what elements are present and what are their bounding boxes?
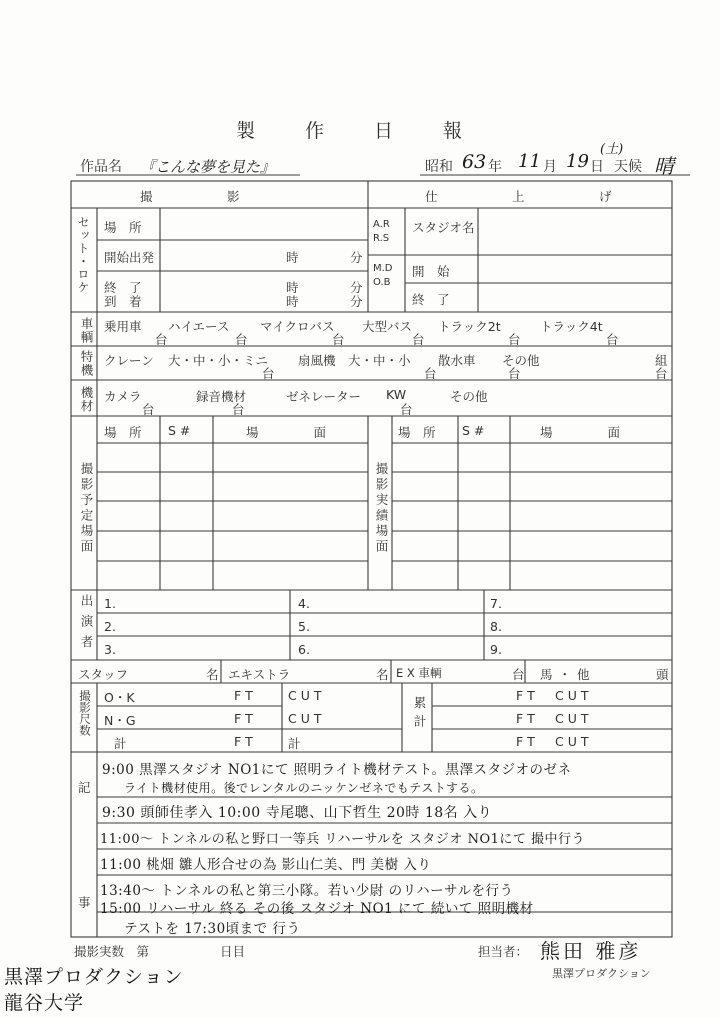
arrive-label: 到 着 xyxy=(104,294,142,309)
cast-4: 4. xyxy=(298,596,310,611)
vehicle-unit-1: 台 xyxy=(155,332,168,347)
planned-scene-label: 撮影予定場面 xyxy=(79,462,94,555)
fan-label: 扇風機 xyxy=(298,353,336,368)
start-label: 開 始 xyxy=(412,264,450,279)
sound-unit: 台 xyxy=(232,402,245,417)
head-unit: 頭 xyxy=(656,667,669,682)
ng-ft: F T xyxy=(234,711,253,726)
vehicle-hiace: ハイエース xyxy=(168,319,230,334)
note-line-2: ライト機材使用。後でレンタルのニッケンゼネでもテストする。 xyxy=(124,781,484,795)
footer-institution: 龍谷大学 xyxy=(4,992,85,1014)
note-line-6: 13:40〜 トンネルの私と第三小隊。若い少尉 のリハーサルを行う xyxy=(100,883,514,899)
note-line-5: 11:00 桃畑 雛人形合せの為 影山仁美、門 美樹 入り xyxy=(100,857,432,873)
weather-label: 天候 xyxy=(614,159,642,175)
end-minute: 分 xyxy=(350,280,363,295)
set-loc-label: セット・ロケ xyxy=(76,216,90,294)
film-ok-label: O・K xyxy=(104,690,135,705)
end-hour: 時 xyxy=(286,280,299,295)
ok-ft: F T xyxy=(234,688,253,703)
cum-total-ft: F T xyxy=(516,734,535,749)
mdob-label: M.D O.B xyxy=(373,263,393,288)
cast-7: 7. xyxy=(490,596,502,611)
month-unit: 月 xyxy=(543,159,557,175)
person-label: 担当者： xyxy=(478,944,529,959)
vehicle-truck4: トラック4t xyxy=(540,319,603,334)
cast-label: 出演者 xyxy=(79,594,94,656)
equip-kw: KW xyxy=(386,387,407,402)
sprinkler-label: 散水車 xyxy=(438,353,476,368)
other-unit: 台 xyxy=(655,366,668,381)
cum-ng-cut: C U T xyxy=(555,711,589,726)
ng-cut: C U T xyxy=(288,711,322,726)
month-value: 11 xyxy=(518,151,541,172)
equip-sound: 録音機材 xyxy=(196,389,247,404)
cum-ok-cut: C U T xyxy=(555,688,589,703)
crane-label: クレーン xyxy=(104,353,154,368)
footer-owner: 黒澤プロダクション xyxy=(4,966,184,988)
total-ft: F T xyxy=(234,734,253,749)
work-label: 作品名 xyxy=(80,159,122,175)
work-title: 『こんな夢を見た』 xyxy=(140,158,276,176)
vehicle-unit-3: 台 xyxy=(332,332,345,347)
actual-sno-col: S # xyxy=(462,423,485,438)
kw-unit: 台 xyxy=(400,402,413,417)
actual-scene-col: 場 面 xyxy=(540,425,622,440)
finish-label: 終 了 xyxy=(412,292,450,307)
staff-unit: 名 xyxy=(206,667,219,682)
extra-label: エキストラ xyxy=(228,667,291,682)
arrive-hour: 時 xyxy=(286,294,299,309)
studio-label: スタジオ名 xyxy=(412,220,475,235)
vehicle-unit-5: 台 xyxy=(508,332,521,347)
special-other-label: その他 xyxy=(502,353,540,368)
extra-unit: 名 xyxy=(376,667,389,682)
finishing-heading: 仕 上 げ xyxy=(425,189,614,204)
crane-unit: 台 xyxy=(262,366,275,381)
cum-ok-ft: F T xyxy=(516,688,535,703)
cast-2: 2. xyxy=(104,619,116,634)
film-total-label: 計 xyxy=(114,736,127,751)
planned-place-col: 場 所 xyxy=(104,425,142,440)
weekday-value: (土) xyxy=(600,142,624,157)
crane-size: 大・中・小・ミニ xyxy=(168,353,269,368)
note-line-7: 15:00 リハーサル 終る その後 スタジオ NO1 にて 続いて 照明機材 xyxy=(100,901,534,917)
fan-unit: 台 xyxy=(424,366,437,381)
person-name: 熊田 雅彦 xyxy=(540,939,642,963)
dep-hour: 時 xyxy=(286,250,299,265)
actual-scene-label: 撮影実績場面 xyxy=(374,462,389,555)
company-name: 黒澤プロダクション xyxy=(552,967,651,980)
actual-place-col: 場 所 xyxy=(398,425,436,440)
sprinkler-unit: 台 xyxy=(508,366,521,381)
vehicle-microbus: マイクロバス xyxy=(260,319,335,334)
shooting-heading: 撮 影 xyxy=(140,189,242,204)
year-value: 63 xyxy=(462,151,487,173)
end-label: 終 了 xyxy=(104,280,142,295)
day-unit: 日 xyxy=(590,159,604,175)
vehicle-unit-2: 台 xyxy=(235,332,248,347)
days-label: 撮影実数 第 xyxy=(74,944,150,959)
days-unit: 日目 xyxy=(220,944,246,959)
cum-ng-ft: F T xyxy=(516,711,535,726)
note-line-3: 9:30 頭師佳孝入 10:00 寺尾聰、山下哲生 20時 18名 入り xyxy=(102,805,493,821)
vehicle-car: 乗用車 xyxy=(104,319,142,334)
note-line-8: テストを 17:30頃まで 行う xyxy=(124,921,301,937)
ex-vehicle-label: E X 車輌 xyxy=(396,666,442,680)
dep-minute: 分 xyxy=(350,250,363,265)
cumulative-label: 累計 xyxy=(412,696,427,733)
planned-scene-col: 場 面 xyxy=(246,425,328,440)
equipment-label: 機材 xyxy=(79,386,94,413)
planned-sno-col: S # xyxy=(168,423,191,438)
notes-label-2: 事 xyxy=(78,895,91,910)
camera-unit: 台 xyxy=(142,402,155,417)
cast-6: 6. xyxy=(298,642,310,657)
arrive-minute: 分 xyxy=(350,294,363,309)
day-value: 19 xyxy=(566,151,589,172)
form-title: 製 作 日 報 xyxy=(235,120,485,142)
note-line-1: 9:00 黒澤スタジオ NO1にて 照明ライト機材テスト。黒澤スタジオのゼネ xyxy=(102,762,572,778)
fan-size: 大・中・小 xyxy=(348,353,411,368)
cum-total-cut: C U T xyxy=(555,734,589,749)
set-unit: 組 xyxy=(655,353,668,368)
staff-label: スタッフ xyxy=(78,667,129,682)
year-unit: 年 xyxy=(488,159,502,175)
vehicle-unit-4: 台 xyxy=(412,332,425,347)
vehicles-label: 車輌 xyxy=(79,317,94,344)
note-line-4: 11:00〜 トンネルの私と野口一等兵 リハーサルを スタジオ NO1にて 撮中行う xyxy=(100,832,585,847)
ok-cut: C U T xyxy=(288,688,322,703)
horse-other-label: 馬 ・ 他 xyxy=(540,667,591,682)
film-label: 撮影尺数 xyxy=(78,690,92,736)
equip-generator: ゼネレーター xyxy=(286,389,362,404)
cast-8: 8. xyxy=(490,619,502,634)
era-label: 昭和 xyxy=(425,159,453,175)
notes-label-1: 記 xyxy=(78,780,91,795)
film-ng-label: N・G xyxy=(104,713,136,728)
ex-vehicle-unit: 台 xyxy=(512,667,525,682)
cast-1: 1. xyxy=(104,596,116,611)
vehicle-bus: 大型バス xyxy=(362,319,413,334)
ars-label: A.R R.S xyxy=(373,219,390,244)
equip-other: その他 xyxy=(450,389,488,404)
vehicle-unit-6: 台 xyxy=(606,332,619,347)
weather-value: 晴 xyxy=(654,154,674,178)
special-label: 特機 xyxy=(79,350,94,377)
cast-9: 9. xyxy=(490,642,502,657)
cast-3: 3. xyxy=(104,642,116,657)
place-label: 場 所 xyxy=(104,220,142,235)
departure-label: 開始出発 xyxy=(104,250,155,265)
equip-camera: カメラ xyxy=(104,389,142,404)
vehicle-truck2: トラック2t xyxy=(438,319,501,334)
total-row-label: 計 xyxy=(288,736,301,751)
cast-5: 5. xyxy=(298,619,310,634)
